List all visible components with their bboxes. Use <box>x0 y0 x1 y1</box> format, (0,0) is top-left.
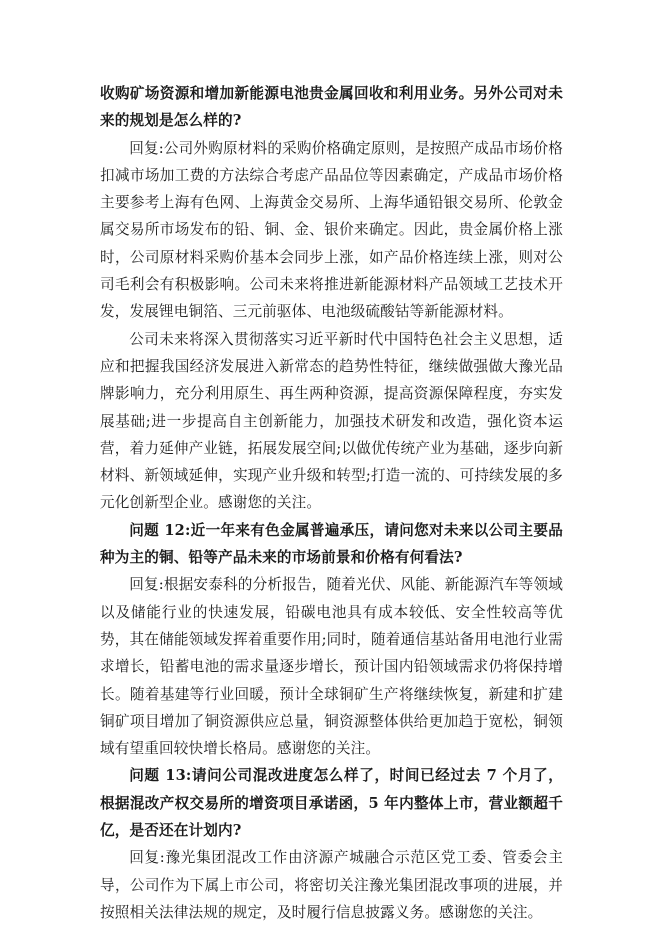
document-page <box>100 80 563 926</box>
answer-13: 回复:豫光集团混改工作由济源产城融合示范区党工委、管委会主导，公司作为下属上市公司，将密切关注豫光集团混改事项的进展，并按照相关法律法规的规定，及时履行信息披露义务。感谢您的关注。 <box>100 849 563 921</box>
question-11-continuation: 收购矿场资源和增加新能源电池贵金属回收和利用业务。另外公司对未来的规划是怎么样的? <box>100 85 563 130</box>
answer-12: 回复:根据安泰科的分析报告，随着光伏、风能、新能源汽车等领域以及储能行业的快速发展，铅碳电池具有成本较低、安全性较高等优势，其在储能领域发挥着重要作用;同时，随着通信基站备用电池行业需求增长，铅蓄电池的需求量逐步增长，预计国内铅领域需求仍将保持增长。随着基建等行业回暖，预计全球铜矿生产将继续恢复，新建和扩建铜矿项目增加了铜资源供应总量，铜资源整体供给更加趋于宽松，铜领域有望重回较快增长格局。感谢您的关注。 <box>100 576 563 758</box>
answer-11-paragraph-2: 公司未来将深入贯彻落实习近平新时代中国特色社会主义思想，适应和把握我国经济发展进入新常态的趋势性特征，继续做强做大豫光品牌影响力，充分利用原生、再生两种资源，提高资源保障程度，夯实发展基础;进一步提高自主创新能力，加强技术研发和改造，强化资本运营，着力延伸产业链，拓展发展空间;以做优传统产业为基础，逐步向新材料、新领域延伸，实现产业升级和转型;打造一流的、可持续发展的多元化创新型企业。感谢您的关注。 <box>100 330 563 512</box>
answer-11-paragraph-1: 回复:公司外购原材料的采购价格确定原则，是按照产成品市场价格扣减市场加工费的方法综合考虑产品品位等因素确定，产成品市场价格主要参考上海有色网、上海黄金交易所、上海华通铅银交易所、伦敦金属交易所市场发布的铅、铜、金、银价来确定。因此，贵金属价格上涨时，公司原材料采购价基本会同步上涨，如产品价格连续上涨，则对公司毛利会有积极影响。公司未来将推进新能源材料产品领域工艺技术开发，发展锂电铜箔、三元前驱体、电池级硫酸钴等新能源材料。 <box>100 139 563 321</box>
question-13: 问题 13:请问公司混改进度怎么样了，时间已经过去 7 个月了，根据混改产权交易所的增资项目承诺函，5 年内整体上市，营业额超千亿，是否还在计划内? <box>100 767 563 840</box>
question-12: 问题 12:近一年来有色金属普遍承压，请问您对未来以公司主要品种为主的铜、铅等产品未来的市场前景和价格有何看法? <box>100 521 563 567</box>
